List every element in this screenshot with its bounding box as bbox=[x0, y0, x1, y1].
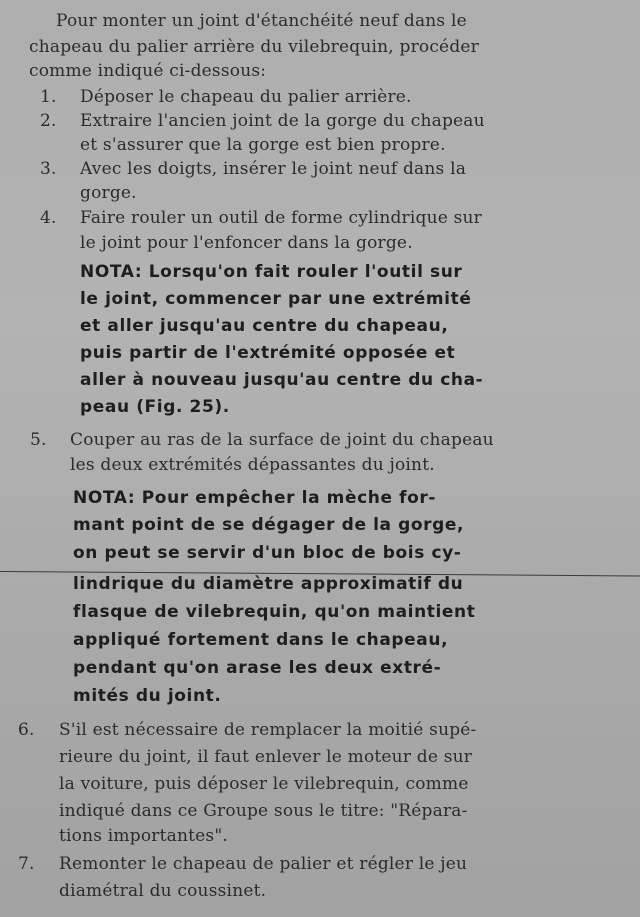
intro-line: Pour monter un joint d'étanchéité neuf dans le bbox=[56, 11, 467, 31]
note-line: lindrique du diamètre approximatif du bbox=[73, 574, 464, 594]
step-number: 7. bbox=[18, 854, 35, 874]
step-line: rieure du joint, il faut enlever le moteur de sur bbox=[59, 747, 473, 767]
note-line: peau (Fig. 25). bbox=[80, 397, 230, 417]
note-line: pendant qu'on arase les deux extré- bbox=[73, 658, 442, 678]
step-number: 3. bbox=[40, 159, 57, 179]
step-line: Extraire l'ancien joint de la gorge du chapeau bbox=[80, 111, 485, 131]
note-line: et aller jusqu'au centre du chapeau, bbox=[80, 316, 449, 336]
note-line: NOTA: Pour empêcher la mèche for- bbox=[73, 488, 437, 508]
step-line: les deux extrémités dépassantes du joint. bbox=[70, 455, 435, 475]
step-line: Faire rouler un outil de forme cylindrique sur bbox=[80, 208, 483, 228]
note-line: on peut se servir d'un bloc de bois cy- bbox=[73, 543, 462, 563]
step-number: 5. bbox=[30, 430, 47, 450]
step-number: 6. bbox=[18, 720, 35, 740]
step-line: diamétral du coussinet. bbox=[59, 881, 267, 901]
step-number: 4. bbox=[40, 208, 57, 228]
note-line: mant point de se dégager de la gorge, bbox=[73, 515, 465, 535]
step-line: la voiture, puis déposer le vilebrequin, comme bbox=[59, 774, 469, 794]
note-line: puis partir de l'extrémité opposée et bbox=[80, 343, 456, 363]
note-line: mités du joint. bbox=[73, 686, 222, 706]
step-line: Avec les doigts, insérer le joint neuf dans la bbox=[80, 159, 467, 179]
step-line: Remonter le chapeau de palier et régler le jeu bbox=[59, 854, 468, 874]
step-line: tions importantes". bbox=[59, 826, 228, 846]
step-line: gorge. bbox=[80, 183, 137, 203]
intro-line: chapeau du palier arrière du vilebrequin, procéder bbox=[29, 37, 479, 57]
step-number: 1. bbox=[40, 87, 57, 107]
step-line: et s'assurer que la gorge est bien propre. bbox=[80, 135, 446, 155]
step-line: Couper au ras de la surface de joint du chapeau bbox=[70, 430, 494, 450]
note-line: appliqué fortement dans le chapeau, bbox=[73, 630, 449, 650]
step-line: le joint pour l'enfoncer dans la gorge. bbox=[80, 233, 413, 253]
note-line: NOTA: Lorsqu'on fait rouler l'outil sur bbox=[80, 262, 463, 282]
note-line: le joint, commencer par une extrémité bbox=[80, 289, 472, 309]
step-line: indiqué dans ce Groupe sous le titre: "Répara- bbox=[59, 801, 468, 821]
note-line: aller à nouveau jusqu'au centre du cha- bbox=[80, 370, 484, 390]
step-line: S'il est nécessaire de remplacer la moitié supé- bbox=[59, 720, 477, 740]
step-line: Déposer le chapeau du palier arrière. bbox=[80, 87, 412, 107]
step-number: 2. bbox=[40, 111, 57, 131]
intro-line: comme indiqué ci-dessous: bbox=[29, 61, 267, 81]
note-line: flasque de vilebrequin, qu'on maintient bbox=[73, 602, 476, 622]
